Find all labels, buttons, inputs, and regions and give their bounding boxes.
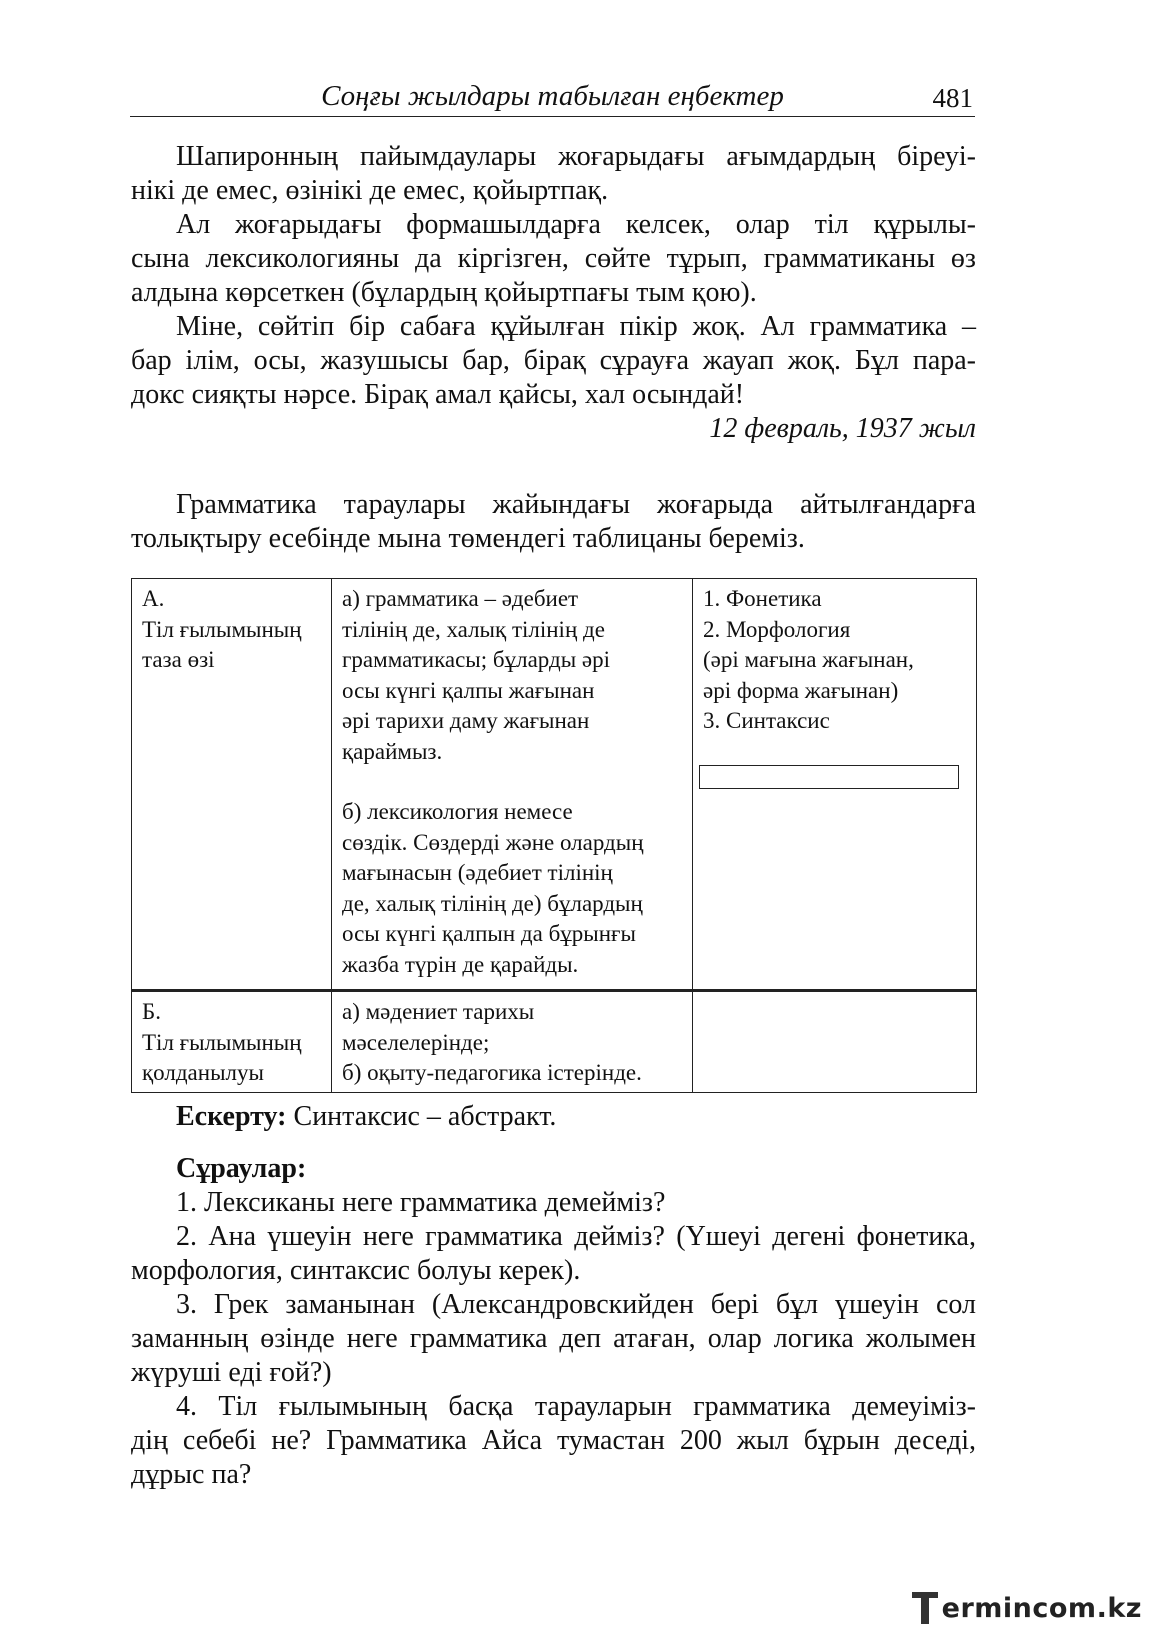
cell-line: мәселелерінде; [342, 1029, 490, 1055]
watermark-logo [910, 1586, 1142, 1630]
question-3-line-2: заманның өзінде неге грамматика деп атаған, олар логика жолымен [131, 1323, 976, 1354]
cell-line: 1. Фонетика [703, 586, 822, 611]
note-line [131, 1100, 976, 1134]
cell-line: а) мәдениет тарихы [342, 999, 535, 1024]
cell-line: а) грамматика – әдебиет [342, 586, 579, 611]
cell-line: осы күнгі қалпы жағынан [342, 677, 595, 703]
cell-line: б) лексикология немесе [342, 799, 573, 824]
table-cell-a-sections [693, 579, 977, 991]
cell-line: тілінің де, халық тілінің де [342, 616, 605, 642]
intro-line-2: толықтыру есебінде мына төмендегі таблицаны береміз. [131, 523, 805, 554]
paragraph-1-line-1: Шапиронның пайымдаулары жоғарыдағы ағымдардың біреуі- [176, 141, 976, 172]
cell-line: б) оқыту-педагогика істерінде. [342, 1060, 642, 1085]
cell-line: 3. Синтаксис [703, 708, 830, 733]
question-1: 1. Лексиканы неге грамматика демейміз? [176, 1187, 666, 1218]
table-cell-b-content [332, 991, 693, 1093]
question-3-line-3: жүруші еді ғой?) [131, 1357, 332, 1388]
question-3-line-1: 3. Грек заманынан (Александровскийден бері бұл үшеуін сол [176, 1289, 976, 1320]
note-text: Синтаксис – абстракт. [286, 1101, 557, 1132]
paragraph-3-line-3: докс сияқты нәрсе. Бірақ амал қайсы, хал осындай! [131, 379, 745, 410]
cell-line: әрі тарихи даму жағынан [342, 708, 590, 733]
cell-line: қараймыз. [342, 738, 443, 764]
cell-line: қолданылуы [142, 1060, 264, 1085]
cell-line: таза өзі [142, 647, 215, 672]
empty-box [699, 765, 959, 789]
paragraph-1-line-2: нікі де емес, өзінікі де емес, қойыртпақ. [131, 175, 609, 206]
question-4-line-3: дұрыс па? [131, 1459, 252, 1490]
questions-heading: Сұраулар: [176, 1153, 307, 1184]
question-2-line-1: 2. Ана үшеуін неге грамматика дейміз? (Үшеуі дегені фонетика, [176, 1221, 976, 1252]
table-row [132, 991, 977, 1093]
cell-line: әрі форма жағынан) [703, 677, 899, 703]
body-top [131, 140, 976, 446]
table-cell-b-empty [693, 991, 977, 1093]
question-4-line-1: 4. Тіл ғылымының басқа тарауларын грамматика демеуіміз- [176, 1391, 976, 1422]
cell-line: 2. Морфология [703, 616, 851, 642]
running-title: Соңғы жылдары табылған еңбектер [321, 80, 784, 112]
cell-line: мағынасын (әдебиет тілінің [342, 860, 613, 885]
cell-line: А. [142, 586, 165, 611]
cell-line: де, халық тілінің де) бұлардың [342, 890, 643, 916]
paragraph-3-line-1: Міне, сөйтіп бір сабаға құйылған пікір жоқ. Ал грамматика – [176, 311, 976, 342]
question-2-line-2: морфология, синтаксис болуы керек). [131, 1255, 581, 1286]
grammar-table [131, 578, 977, 1093]
cell-line: жазба түрін де қарайды. [342, 951, 579, 977]
paragraph-2-line-1: Ал жоғарыдағы формашылдарға келсек, олар тіл құрылы- [176, 209, 976, 240]
intro-paragraph [131, 488, 976, 556]
intro-line-1: Грамматика тараулары жайындағы жоғарыда айтылғандарға [176, 489, 976, 520]
table-row [132, 579, 977, 991]
paragraph-2-line-2: сына лексикологияны да кіргізген, сөйте тұрып, грамматиканы өз [131, 243, 976, 274]
table-cell-b-title [132, 991, 332, 1093]
cell-line: Тіл ғылымының [142, 616, 302, 642]
cell-line: (әрі мағына жағынан, [703, 647, 914, 672]
cell-line: осы күнгі қалпын да бұрынғы [342, 921, 636, 946]
note-block [131, 1100, 976, 1134]
watermark-t-icon [910, 1590, 940, 1626]
watermark-text: ermincom.kz [941, 1592, 1142, 1624]
paragraph-3-line-2: бар ілім, осы, жазушысы бар, бірақ сұрауға жауап жоқ. Бұл пара- [131, 345, 976, 376]
questions-block [131, 1152, 976, 1492]
date-line: 12 февраль, 1937 жыл [709, 413, 976, 444]
table-cell-a-title [132, 579, 332, 991]
paragraph-2-line-3: алдына көрсеткен (бұлардың қойыртпағы тым қою). [131, 277, 757, 308]
question-4-line-2: дің себебі не? Грамматика Айса тумастан 200 жыл бұрын деседі, [131, 1425, 976, 1456]
cell-line: Тіл ғылымының [142, 1029, 302, 1055]
cell-line: сөздік. Сөздерді және олардың [342, 829, 644, 855]
cell-gap [342, 767, 684, 797]
running-header [130, 78, 975, 117]
note-label: Ескерту: [176, 1101, 287, 1132]
table-cell-a-content [332, 579, 693, 991]
page-number: 481 [932, 83, 973, 113]
cell-line: грамматикасы; бұларды әрі [342, 647, 610, 672]
cell-line: Б. [142, 999, 161, 1024]
